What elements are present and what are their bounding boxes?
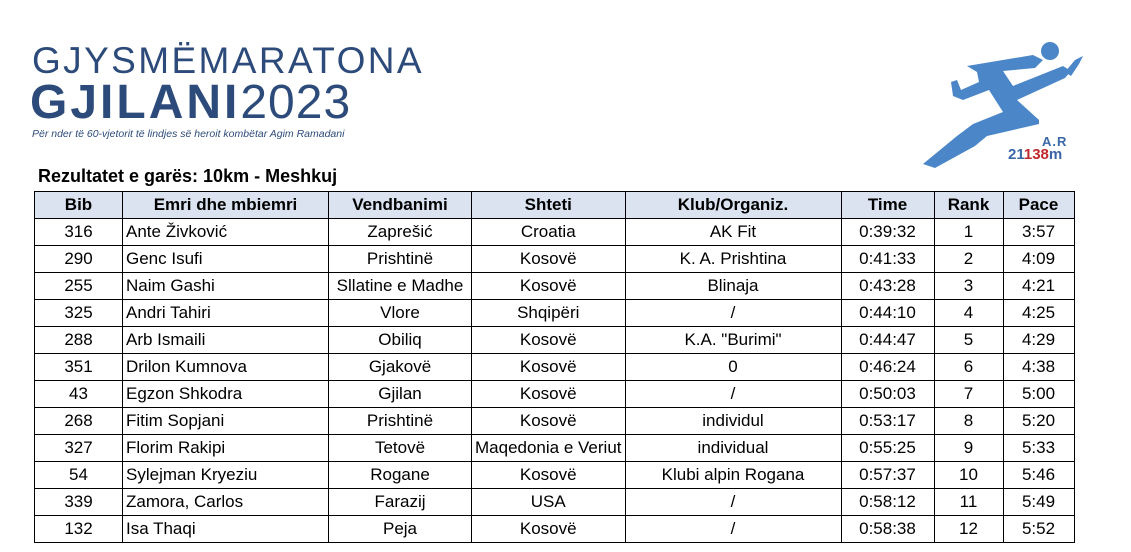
name-cell: Genc Isufi	[123, 246, 329, 273]
table-row	[35, 516, 1075, 543]
column-header-country: Shteti	[472, 192, 626, 219]
rank-cell: 8	[934, 408, 1003, 435]
event-title-main	[30, 76, 352, 129]
pace-cell: 4:25	[1003, 300, 1074, 327]
bib-cell: 255	[35, 273, 123, 300]
residence-cell: Obiliq	[329, 327, 472, 354]
logo-distance-suffix: m	[1048, 146, 1063, 163]
residence-cell: Sllatine e Madhe	[329, 273, 472, 300]
residence-cell: Prishtinë	[329, 408, 472, 435]
country-cell: Maqedonia e Veriut	[472, 435, 626, 462]
event-year: 2023	[240, 76, 352, 129]
rank-cell: 9	[934, 435, 1003, 462]
bib-cell: 268	[35, 408, 123, 435]
bib-cell: 351	[35, 354, 123, 381]
club-cell: Blinaja	[625, 273, 841, 300]
table-row	[35, 327, 1075, 354]
bib-cell: 325	[35, 300, 123, 327]
pace-cell: 4:09	[1003, 246, 1074, 273]
country-cell: Croatia	[472, 219, 626, 246]
time-cell: 0:55:25	[841, 435, 934, 462]
table-row	[35, 273, 1075, 300]
rank-cell: 5	[934, 327, 1003, 354]
rank-cell: 6	[934, 354, 1003, 381]
time-cell: 0:57:37	[841, 462, 934, 489]
country-cell: Kosovë	[472, 354, 626, 381]
rank-cell: 2	[934, 246, 1003, 273]
club-cell: /	[625, 489, 841, 516]
column-header-name: Emri dhe mbiemri	[123, 192, 329, 219]
name-cell: Florim Rakipi	[123, 435, 329, 462]
country-cell: Kosovë	[472, 462, 626, 489]
name-cell: Fitim Sopjani	[123, 408, 329, 435]
club-cell: 0	[625, 354, 841, 381]
name-cell: Andri Tahiri	[123, 300, 329, 327]
name-cell: Egzon Shkodra	[123, 381, 329, 408]
residence-cell: Gjakovë	[329, 354, 472, 381]
country-cell: Shqipëri	[472, 300, 626, 327]
rank-cell: 1	[934, 219, 1003, 246]
table-header-row	[35, 192, 1075, 219]
name-cell: Ante Živković	[123, 219, 329, 246]
bib-cell: 316	[35, 219, 123, 246]
results-table	[34, 191, 1075, 543]
residence-cell: Zaprešić	[329, 219, 472, 246]
club-cell: /	[625, 300, 841, 327]
time-cell: 0:58:12	[841, 489, 934, 516]
club-cell: K.A. "Burimi"	[625, 327, 841, 354]
country-cell: Kosovë	[472, 327, 626, 354]
logo-distance	[1008, 146, 1062, 163]
country-cell: Kosovë	[472, 516, 626, 543]
results-title: Rezultatet e garës: 10km - Meshkuj	[38, 166, 338, 186]
country-cell: USA	[472, 489, 626, 516]
bib-cell: 290	[35, 246, 123, 273]
logo-initials: A.R	[1042, 134, 1068, 149]
pace-cell: 3:57	[1003, 219, 1074, 246]
time-cell: 0:41:33	[841, 246, 934, 273]
table-row	[35, 246, 1075, 273]
column-header-pace: Pace	[1003, 192, 1074, 219]
club-cell: individual	[625, 435, 841, 462]
time-cell: 0:43:28	[841, 273, 934, 300]
results-table-body	[35, 219, 1075, 543]
club-cell: K. A. Prishtina	[625, 246, 841, 273]
runner-logo-icon	[915, 38, 1095, 173]
bib-cell: 132	[35, 516, 123, 543]
country-cell: Kosovë	[472, 273, 626, 300]
time-cell: 0:53:17	[841, 408, 934, 435]
bib-cell: 54	[35, 462, 123, 489]
column-header-club: Klub/Organiz.	[625, 192, 841, 219]
pace-cell: 4:21	[1003, 273, 1074, 300]
rank-cell: 4	[934, 300, 1003, 327]
pace-cell: 5:49	[1003, 489, 1074, 516]
residence-cell: Rogane	[329, 462, 472, 489]
pace-cell: 5:33	[1003, 435, 1074, 462]
table-row	[35, 354, 1075, 381]
residence-cell: Farazij	[329, 489, 472, 516]
club-cell: /	[625, 516, 841, 543]
residence-cell: Gjilan	[329, 381, 472, 408]
name-cell: Zamora, Carlos	[123, 489, 329, 516]
table-row	[35, 219, 1075, 246]
logo-distance-prefix: 21	[1008, 146, 1024, 163]
pace-cell: 4:38	[1003, 354, 1074, 381]
country-cell: Kosovë	[472, 246, 626, 273]
name-cell: Drilon Kumnova	[123, 354, 329, 381]
column-header-residence: Vendbanimi	[329, 192, 472, 219]
rank-cell: 12	[934, 516, 1003, 543]
table-row	[35, 489, 1075, 516]
pace-cell: 5:20	[1003, 408, 1074, 435]
table-row	[35, 408, 1075, 435]
table-row	[35, 381, 1075, 408]
event-tagline: Për nder të 60-vjetorit të lindjes së heroit kombëtar Agim Ramadani	[32, 128, 345, 140]
name-cell: Isa Thaqi	[123, 516, 329, 543]
column-header-bib: Bib	[35, 192, 123, 219]
time-cell: 0:39:32	[841, 219, 934, 246]
club-cell: Klubi alpin Rogana	[625, 462, 841, 489]
bib-cell: 288	[35, 327, 123, 354]
pace-cell: 5:52	[1003, 516, 1074, 543]
event-title-top: GJYSMËMARATONA	[32, 40, 425, 81]
event-city: GJILANI	[30, 76, 241, 129]
time-cell: 0:58:38	[841, 516, 934, 543]
club-cell: /	[625, 381, 841, 408]
pace-cell: 5:46	[1003, 462, 1074, 489]
rank-cell: 3	[934, 273, 1003, 300]
column-header-rank: Rank	[934, 192, 1003, 219]
time-cell: 0:50:03	[841, 381, 934, 408]
pace-cell: 5:00	[1003, 381, 1074, 408]
club-cell: individul	[625, 408, 841, 435]
residence-cell: Peja	[329, 516, 472, 543]
time-cell: 0:44:10	[841, 300, 934, 327]
rank-cell: 11	[934, 489, 1003, 516]
time-cell: 0:44:47	[841, 327, 934, 354]
name-cell: Arb Ismaili	[123, 327, 329, 354]
bib-cell: 43	[35, 381, 123, 408]
club-cell: AK Fit	[625, 219, 841, 246]
country-cell: Kosovë	[472, 381, 626, 408]
rank-cell: 10	[934, 462, 1003, 489]
bib-cell: 327	[35, 435, 123, 462]
pace-cell: 4:29	[1003, 327, 1074, 354]
logo-distance-mid: 138	[1023, 146, 1049, 163]
table-row	[35, 462, 1075, 489]
name-cell: Sylejman Kryeziu	[123, 462, 329, 489]
table-row	[35, 300, 1075, 327]
column-header-time: Time	[841, 192, 934, 219]
time-cell: 0:46:24	[841, 354, 934, 381]
name-cell: Naim Gashi	[123, 273, 329, 300]
rank-cell: 7	[934, 381, 1003, 408]
table-row	[35, 435, 1075, 462]
residence-cell: Vlore	[329, 300, 472, 327]
residence-cell: Prishtinë	[329, 246, 472, 273]
residence-cell: Tetovë	[329, 435, 472, 462]
country-cell: Kosovë	[472, 408, 626, 435]
bib-cell: 339	[35, 489, 123, 516]
